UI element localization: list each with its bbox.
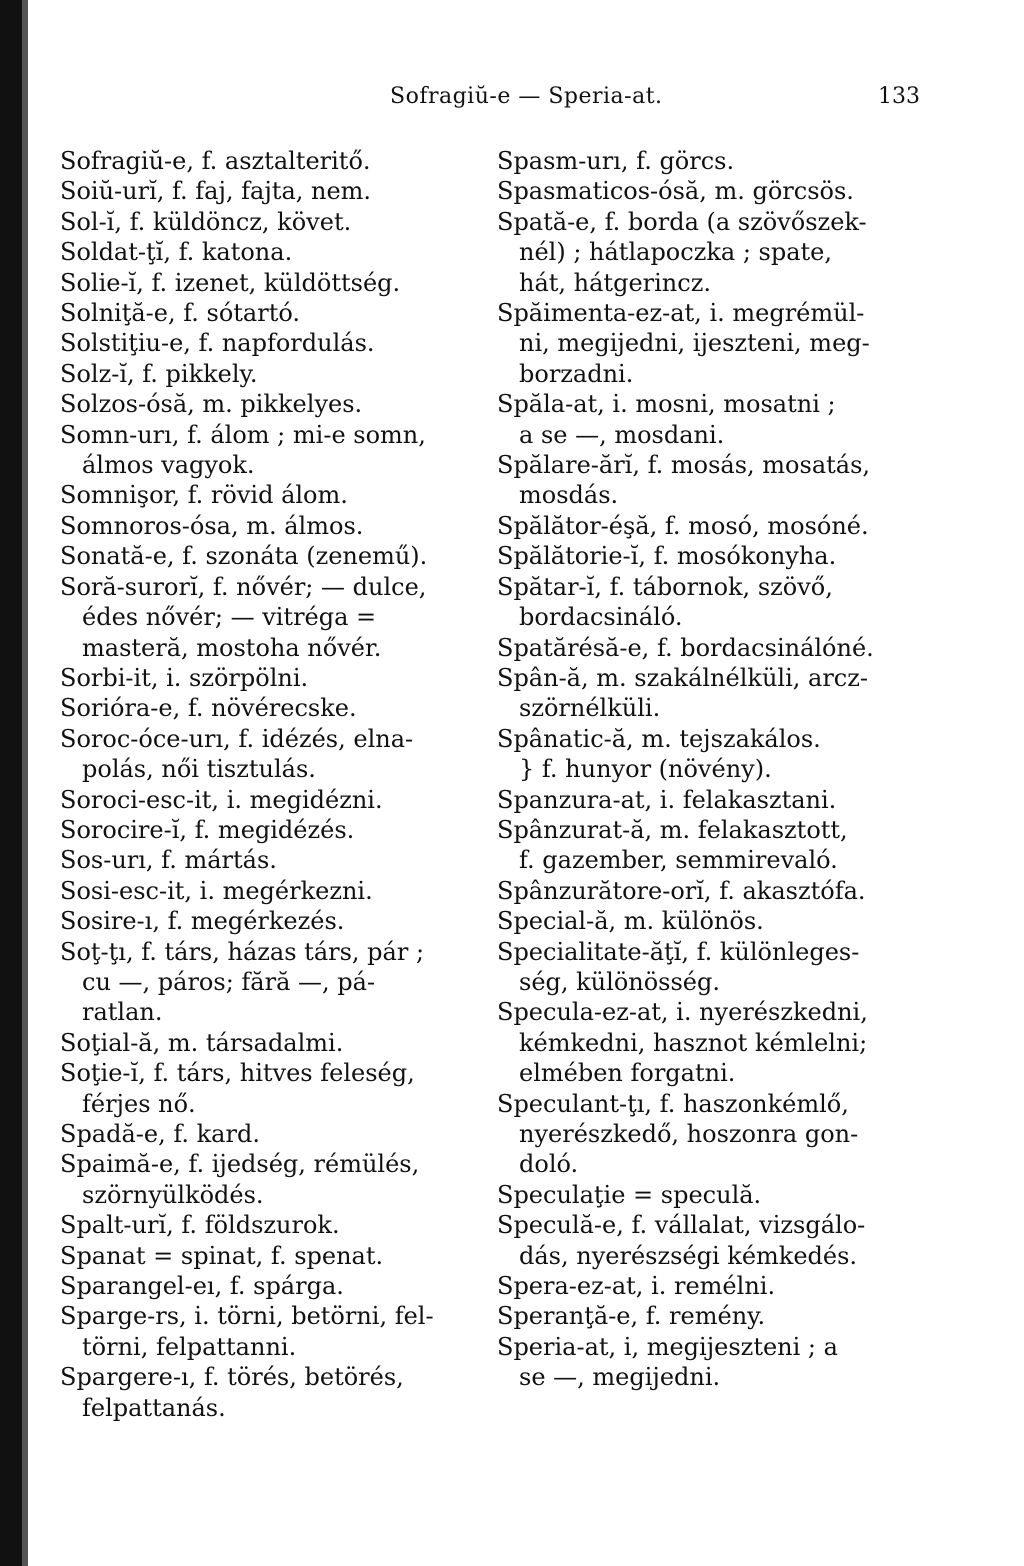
entry-headline: Soţial-ă, m. társadalmi. — [60, 1028, 344, 1057]
entry-headline: Solstiţiu-e, f. napfordulás. — [60, 329, 375, 358]
dictionary-entry — [60, 1241, 480, 1271]
entry-headline: Soră-surorĭ, f. nővér; — dulce, — [60, 572, 427, 601]
dictionary-entry — [497, 207, 917, 298]
dictionary-entry — [60, 572, 480, 663]
right-column — [497, 146, 917, 1393]
entry-headline: Solie-ĭ, f. izenet, küldöttség. — [60, 268, 401, 297]
entry-headline: Spălătorie-ĭ, f. mosókonyha. — [497, 542, 837, 571]
left-column — [60, 146, 480, 1423]
entry-headline: Somnoros-ósa, m. álmos. — [60, 511, 364, 540]
running-head: Sofragiŭ-e — Speria-at. — [390, 84, 663, 109]
entry-continuation: ni, megijedni, ijeszteni, meg- — [519, 329, 870, 358]
dictionary-entry — [60, 937, 480, 1028]
entry-headline: Spânatic-ă, m. tejszakálos. — [497, 724, 821, 753]
dictionary-entry — [60, 268, 480, 298]
entry-headline: Sorióra-e, f. növérecske. — [60, 694, 357, 723]
dictionary-entry — [60, 1210, 480, 1240]
dictionary-entry — [497, 1210, 917, 1271]
dictionary-entry — [497, 815, 917, 876]
entry-headline: Solzos-ósă, m. pikkelyes. — [60, 390, 363, 419]
entry-headline: Soţ-ţı, f. társ, házas társ, pár ; — [60, 937, 425, 966]
dictionary-entry — [60, 541, 480, 571]
entry-headline: } f. hunyor (növény). — [519, 755, 772, 784]
dictionary-entry — [60, 815, 480, 845]
entry-headline: Sparangel-eı, f. spárga. — [60, 1272, 344, 1301]
entry-headline: Spânzurat-ă, m. felakasztott, — [497, 815, 848, 844]
entry-continuation: férjes nő. — [82, 1089, 196, 1118]
entry-continuation: ratlan. — [82, 998, 163, 1027]
dictionary-entry — [60, 1028, 480, 1058]
page-number: 133 — [878, 84, 920, 109]
dictionary-entry — [60, 480, 480, 510]
entry-headline: Soroc-óce-urı, f. idézés, elna- — [60, 724, 414, 753]
entry-headline: Solz-ĭ, f. pikkely. — [60, 359, 258, 388]
entry-continuation: bordacsináló. — [519, 603, 683, 632]
entry-continuation: édes nővér; — vitréga = — [82, 603, 377, 632]
dictionary-entry — [60, 1301, 480, 1362]
dictionary-entry — [497, 1180, 917, 1210]
dictionary-entry — [60, 237, 480, 267]
entry-headline: Spân-ă, m. szakálnélküli, arcz- — [497, 663, 868, 692]
entry-continuation: polás, női tisztulás. — [82, 755, 316, 784]
entry-continuation: cu —, páros; fără —, pá- — [82, 967, 376, 996]
entry-headline: Spasmaticos-ósă, m. görcsös. — [497, 177, 854, 206]
dictionary-entry — [60, 359, 480, 389]
entry-continuation: mosdás. — [519, 481, 619, 510]
entry-continuation: se —, megijedni. — [519, 1363, 721, 1392]
entry-headline: Soţie-ĭ, f. társ, hitves feleség, — [60, 1059, 415, 1088]
entry-headline: Soroci-esc-it, i. megidézni. — [60, 785, 383, 814]
dictionary-entry — [497, 633, 917, 663]
dictionary-entry — [60, 663, 480, 693]
entry-continuation: elmében forgatni. — [519, 1059, 736, 1088]
entry-headline: Spera-ez-at, i. remélni. — [497, 1272, 776, 1301]
entry-headline: Spalt-urĭ, f. földszurok. — [60, 1211, 340, 1240]
dictionary-entry — [497, 572, 917, 633]
entry-headline: Sos-urı, f. mártás. — [60, 846, 277, 875]
dictionary-entry — [497, 541, 917, 571]
dictionary-entry — [497, 876, 917, 906]
entry-headline: Spargere-ı, f. törés, betörés, — [60, 1363, 404, 1392]
dictionary-entry — [60, 389, 480, 419]
binding-shadow — [22, 0, 28, 1566]
dictionary-entry — [497, 1089, 917, 1180]
entry-headline: Speculaţie = speculă. — [497, 1180, 762, 1209]
entry-headline: Spanat = spinat, f. spenat. — [60, 1241, 384, 1270]
entry-continuation: szörnyülködés. — [82, 1180, 264, 1209]
entry-continuation: a se —, mosdani. — [519, 420, 725, 449]
entry-headline: Spanzura-at, i. felakasztani. — [497, 785, 837, 814]
dictionary-entry — [497, 724, 917, 754]
entry-headline: Soiŭ-urĭ, f. faj, fajta, nem. — [60, 177, 372, 206]
entry-continuation: doló. — [519, 1150, 579, 1179]
dictionary-entry — [60, 1271, 480, 1301]
dictionary-entry — [497, 1301, 917, 1331]
dictionary-entry — [497, 450, 917, 511]
entry-headline: Spadă-e, f. kard. — [60, 1120, 260, 1148]
entry-continuation: törni, felpattanni. — [82, 1332, 297, 1361]
entry-headline: Sofragiŭ-e, f. asztalteritő. — [60, 147, 371, 175]
entry-continuation: dás, nyerészségi kémkedés. — [519, 1241, 858, 1270]
binding-edge — [0, 0, 22, 1566]
dictionary-entry — [497, 906, 917, 936]
entry-headline: Speria-at, i, megijeszteni ; a — [497, 1332, 838, 1361]
entry-headline: Soldat-ţĭ, f. katona. — [60, 238, 293, 267]
entry-headline: Sorocire-ĭ, f. megidézés. — [60, 815, 355, 844]
entry-headline: Speculant-ţı, f. haszonkémlő, — [497, 1089, 849, 1118]
dictionary-entry — [60, 1362, 480, 1423]
entry-headline: Spălare-ărĭ, f. mosás, mosatás, — [497, 451, 871, 480]
entry-headline: Spaimă-e, f. ijedség, rémülés, — [60, 1150, 420, 1179]
dictionary-entry — [497, 298, 917, 389]
entry-continuation: nél) ; hátlapoczka ; spate, — [519, 238, 832, 267]
entry-headline: Solniţă-e, f. sótartó. — [60, 299, 300, 328]
entry-headline: Spălător-éşă, f. mosó, mosóné. — [497, 511, 869, 540]
dictionary-entry — [60, 146, 480, 176]
dictionary-entry — [60, 1058, 480, 1119]
dictionary-entry — [497, 663, 917, 724]
entry-headline: Spată-e, f. borda (a szövőszek- — [497, 207, 867, 236]
entry-continuation: masteră, mostoha nővér. — [82, 633, 382, 662]
dictionary-entry — [497, 754, 917, 784]
dictionary-entry — [497, 1271, 917, 1301]
dictionary-entry — [60, 785, 480, 815]
entry-headline: Speranţă-e, f. remény. — [497, 1302, 766, 1331]
dictionary-entry — [497, 1332, 917, 1393]
entry-continuation: ség, különösség. — [519, 967, 720, 996]
entry-headline: Sosi-esc-it, i. megérkezni. — [60, 876, 373, 905]
entry-continuation: kémkedni, hasznot kémlelni; — [519, 1028, 868, 1057]
entry-headline: Spânzurătore-orĭ, f. akasztófa. — [497, 876, 866, 905]
dictionary-entry — [497, 146, 917, 176]
entry-headline: Speculă-e, f. vállalat, vizsgálo- — [497, 1211, 866, 1240]
dictionary-entry — [497, 176, 917, 206]
entry-headline: Somnişor, f. rövid álom. — [60, 481, 348, 510]
entry-headline: Sorbi-it, i. szörpölni. — [60, 663, 309, 692]
entry-continuation: szörnélküli. — [519, 694, 661, 723]
page-header — [60, 84, 920, 120]
dictionary-entry — [60, 511, 480, 541]
entry-headline: Spatărésă-e, f. bordacsinálóné. — [497, 633, 874, 662]
dictionary-entry — [497, 511, 917, 541]
entry-headline: Specialitate-ăţĭ, f. különleges- — [497, 937, 860, 966]
dictionary-entry — [60, 845, 480, 875]
entry-continuation: felpattanás. — [82, 1393, 226, 1422]
entry-continuation: borzadni. — [519, 359, 634, 388]
dictionary-entry — [60, 298, 480, 328]
dictionary-entry — [60, 906, 480, 936]
dictionary-entry — [60, 724, 480, 785]
entry-headline: Specula-ez-at, i. nyerészkedni, — [497, 998, 868, 1027]
dictionary-entry — [60, 420, 480, 481]
entry-headline: Sonată-e, f. szonáta (zenemű). — [60, 542, 428, 571]
dictionary-entry — [60, 328, 480, 358]
dictionary-entry — [60, 207, 480, 237]
dictionary-entry — [497, 937, 917, 998]
dictionary-entry — [60, 876, 480, 906]
entry-headline: Somn-urı, f. álom ; mi-e somn, — [60, 420, 426, 449]
entry-headline: Spătar-ĭ, f. tábornok, szövő, — [497, 572, 833, 601]
dictionary-entry — [60, 1149, 480, 1210]
entry-headline: Sol-ĭ, f. küldöncz, követ. — [60, 207, 352, 236]
entry-continuation: f. gazember, semmirevaló. — [519, 846, 838, 875]
entry-headline: Sosire-ı, f. megérkezés. — [60, 907, 345, 936]
dictionary-entry — [497, 785, 917, 815]
entry-headline: Special-ă, m. különös. — [497, 907, 764, 936]
dictionary-entry — [497, 997, 917, 1088]
dictionary-entry — [60, 176, 480, 206]
entry-headline: Spăla-at, i. mosni, mosatni ; — [497, 390, 836, 419]
entry-continuation: álmos vagyok. — [82, 451, 255, 480]
entry-headline: Sparge-rs, i. törni, betörni, fel- — [60, 1302, 434, 1331]
entry-headline: Spasm-urı, f. görcs. — [497, 147, 735, 175]
dictionary-entry — [60, 693, 480, 723]
entry-continuation: nyerészkedő, hoszonra gon- — [519, 1120, 859, 1148]
dictionary-entry — [60, 1119, 480, 1149]
dictionary-entry — [497, 389, 917, 450]
entry-continuation: hát, hátgerincz. — [519, 268, 711, 297]
entry-headline: Spăimenta-ez-at, i. megrémül- — [497, 299, 865, 328]
